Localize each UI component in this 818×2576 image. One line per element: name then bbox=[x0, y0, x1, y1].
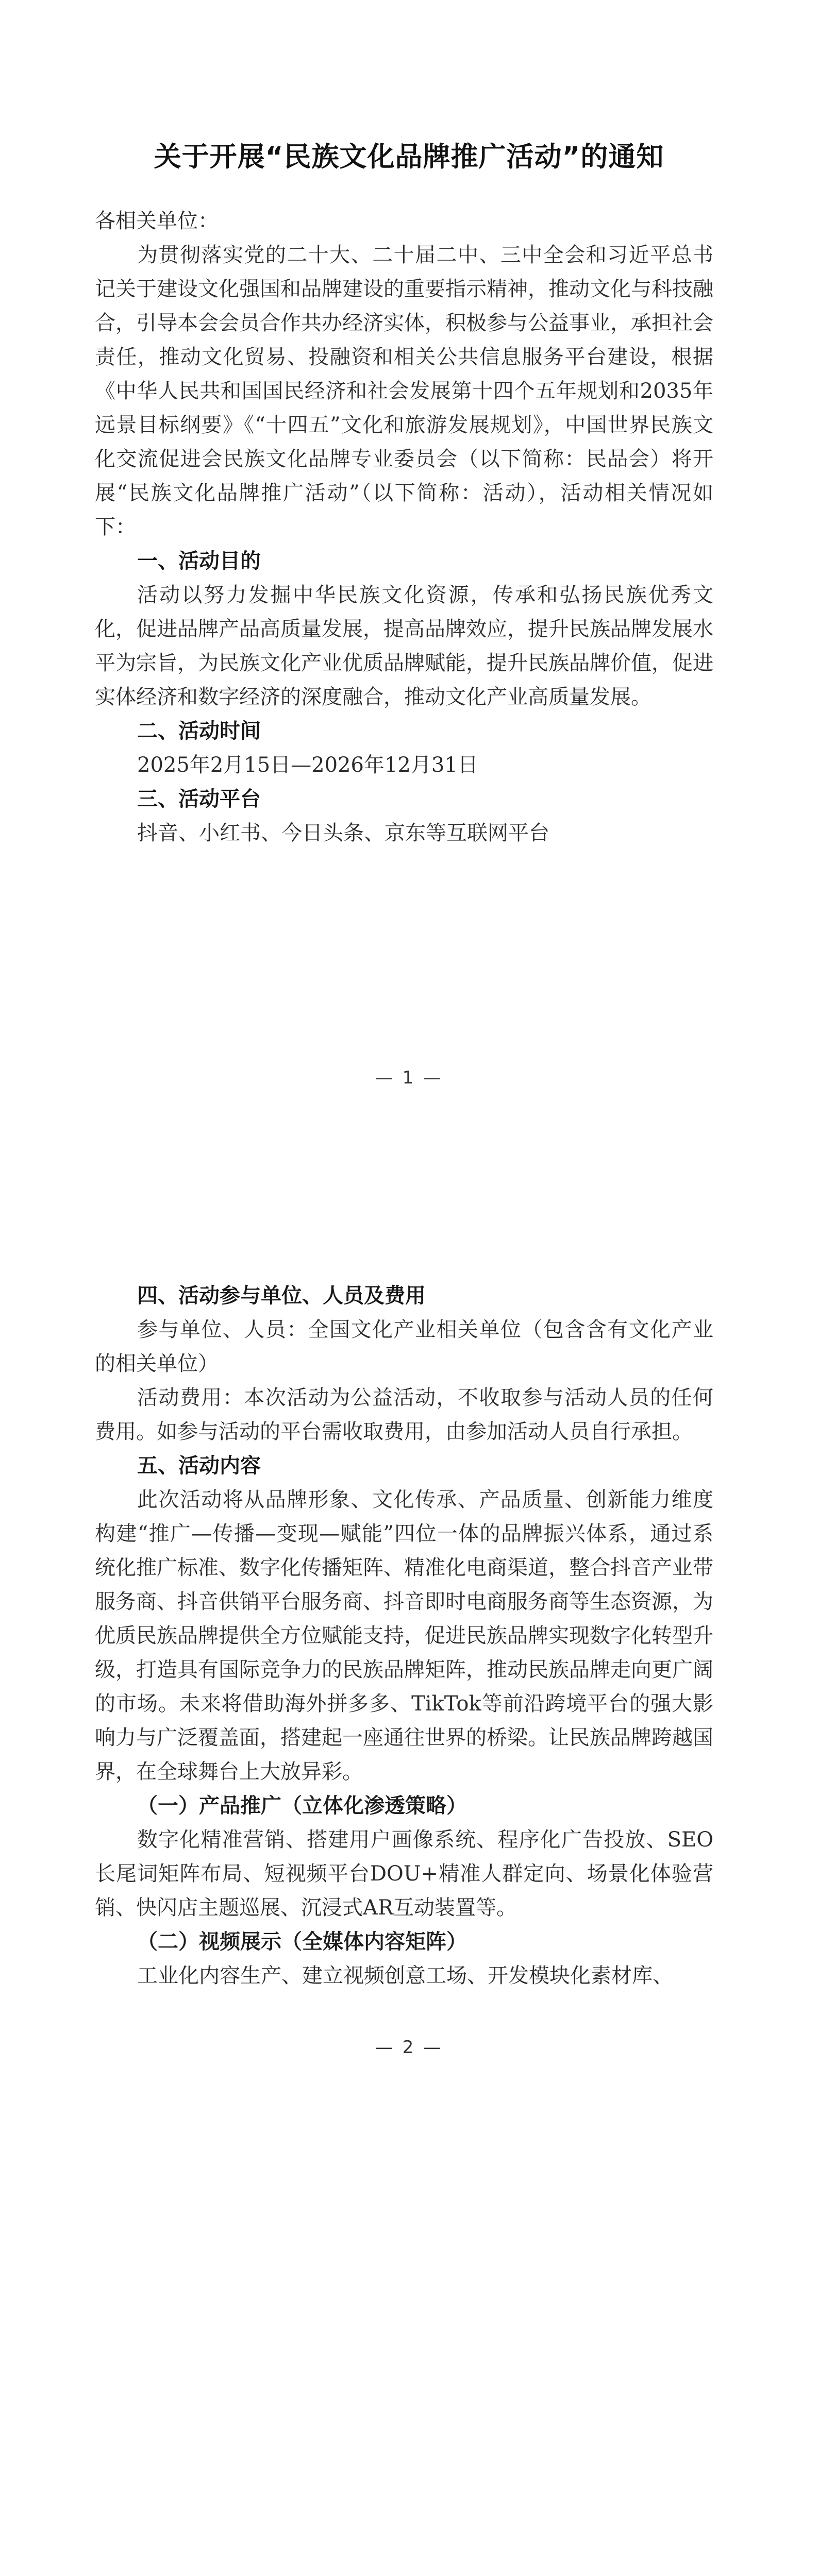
subsection-2-heading: （二）视频展示（全媒体内容矩阵） bbox=[137, 1929, 467, 1954]
subsection-2-text: 工业化内容生产、建立视频创意工场、开发模块化素材库、 bbox=[137, 1964, 673, 1988]
document-page-1 bbox=[0, 0, 818, 1156]
document-page-3 bbox=[0, 2312, 818, 2576]
page-1-body bbox=[95, 204, 713, 850]
subsection-1-heading: （一）产品推广（立体化渗透策略） bbox=[137, 1793, 467, 1818]
section-2-heading: 二、活动时间 bbox=[137, 719, 261, 743]
section-1-text: 活动以努力发掘中华民族文化资源，传承和弘扬民族优秀文化，促进品牌产品高质量发展，提高品牌效应，提升民族品牌发展水平为宗旨，为民族文化产业优质品牌赋能，提升民族品牌价值，促进实体经济和数字经济的深度融合，推动文化产业高质量发展。 bbox=[95, 583, 713, 709]
subsection-1-text: 数字化精准营销、搭建用户画像系统、程序化广告投放、SEO长尾词矩阵布局、短视频平台DOU+精准人群定向、场景化体验营销、快闪店主题巡展、沉浸式AR互动装置等。 bbox=[95, 1828, 713, 1920]
section-2-text: 2025年2月15日—2026年12月31日 bbox=[137, 753, 478, 777]
page-number-1: — 1 — bbox=[375, 1067, 443, 1088]
page-2-body bbox=[95, 1279, 713, 1993]
section-4-heading: 四、活动参与单位、人员及费用 bbox=[137, 1284, 426, 1308]
document-page-2 bbox=[0, 1156, 818, 2312]
section-5-heading: 五、活动内容 bbox=[137, 1454, 261, 1478]
section-3-text: 抖音、小红书、今日头条、京东等互联网平台 bbox=[137, 821, 549, 845]
section-4-fees: 活动费用：本次活动为公益活动，不收取参与活动人员的任何费用。如参与活动的平台需收取费用，由参加活动人员自行承担。 bbox=[95, 1386, 713, 1444]
section-5-text: 此次活动将从品牌形象、文化传承、产品质量、创新能力维度构建“推广—传播—变现—赋能”四位一体的品牌振兴体系，通过系统化推广标准、数字化传播矩阵、精准化电商渠道，整合抖音产业带服务商、抖音供销平台服务商、抖音即时电商服务商等生态资源，为优质民族品牌提供全方位赋能支持，促进民族品牌实现数字化转型升级，打造具有国际竞争力的民族品牌矩阵，推动民族品牌走向更广阔的市场。未来将借助海外拼多多、TikTok等前沿跨境平台的强大影响力与广泛覆盖面，搭建起一座通往世界的桥梁。让民族品牌跨越国界，在全球舞台上大放异彩。 bbox=[95, 1488, 713, 1784]
section-1-heading: 一、活动目的 bbox=[137, 549, 261, 573]
intro-paragraph: 为贯彻落实党的二十大、二十届二中、三中全会和习近平总书记关于建设文化强国和品牌建设的重要指示精神，推动文化与科技融合，引导本会会员合作共办经济实体，积极参与公益事业，承担社会责任，推动文化贸易、投融资和相关公共信息服务平台建设，根据《中华人民共和国国民经济和社会发展第十四个五年规划和2035年远景目标纲要》《“十四五”文化和旅游发展规划》，中国世界民族文化交流促进会民族文化品牌专业委员会（以下简称：民品会）将开展“民族文化品牌推广活动”（以下简称：活动），活动相关情况如下： bbox=[95, 243, 713, 539]
section-4-participants: 参与单位、人员：全国文化产业相关单位（包含含有文化产业的相关单位） bbox=[95, 1318, 713, 1376]
section-3-heading: 三、活动平台 bbox=[137, 787, 261, 811]
page-number-2: — 2 — bbox=[375, 2037, 443, 2058]
salutation: 各相关单位： bbox=[95, 209, 219, 233]
document-title: 关于开展“民族文化品牌推广活动”的通知 bbox=[154, 141, 664, 173]
